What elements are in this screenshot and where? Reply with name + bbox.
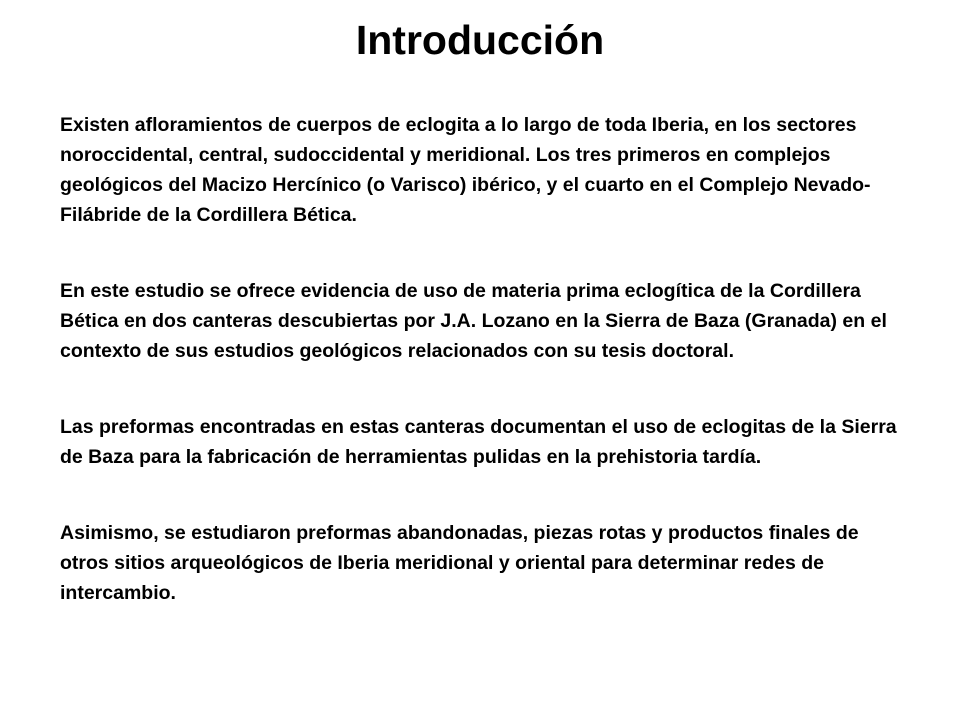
slide-body — [60, 110, 910, 608]
paragraph-redes-intercambio: Asimismo, se estudiaron preformas abandonadas, piezas rotas y productos finales de otros sitios arqueológicos de Iberia meridional y oriental para determinar redes de intercambio. — [60, 522, 859, 604]
slide-title: Introducción — [355, 17, 605, 63]
paragraph-afloramientos: Existen afloramientos de cuerpos de eclogita a lo largo de toda Iberia, en los sectores noroccidental, central, sudoccidental y meridional. Los tres primeros en complejos geológicos del Macizo Hercínico (o Varisco) ibérico, y el cuarto en el Complejo Nevado-Filábride de la Cordillera Bética. — [60, 114, 871, 226]
paragraph-estudio: En este estudio se ofrece evidencia de uso de materia prima eclogítica de la Cordillera Bética en dos canteras descubiertas por J.A. Lozano en la Sierra de Baza (Granada) en el contexto de sus estudios geológicos relacionados con su tesis doctoral. — [60, 280, 887, 362]
paragraph-preformas: Las preformas encontradas en estas canteras documentan el uso de eclogitas de la Sierra de Baza para la fabricación de herramientas pulidas en la prehistoria tardía. — [60, 416, 897, 468]
